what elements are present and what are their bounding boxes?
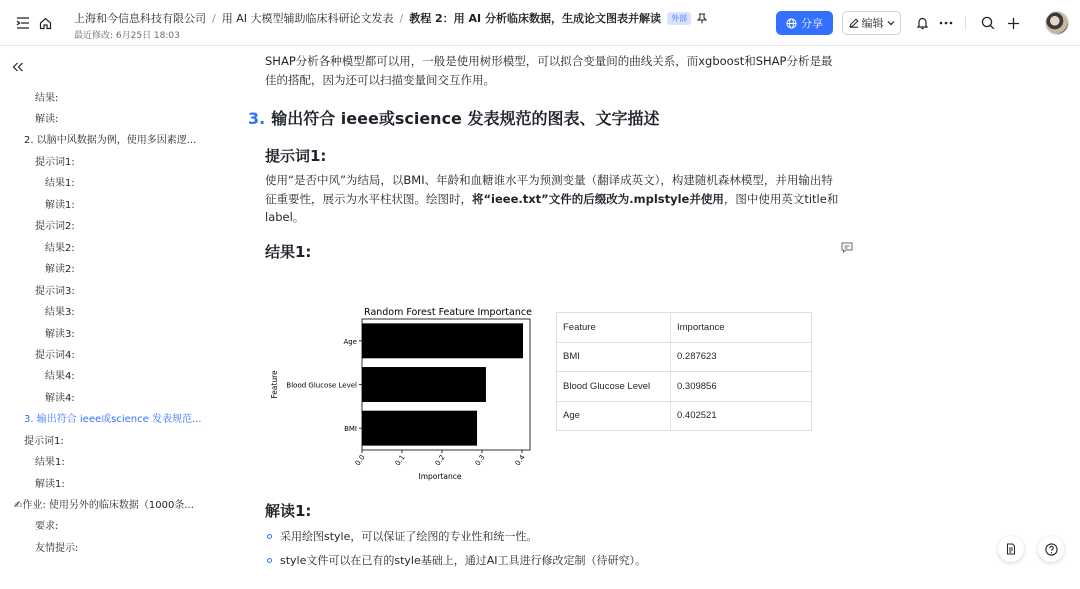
toc-item[interactable]: 友情提示: [35,543,79,554]
toc-item[interactable]: 结果4: [45,371,75,382]
table-cell: 0.309856 [671,372,812,402]
table-header-row [557,313,812,343]
toc-item[interactable]: 结果2: [45,243,75,254]
table-header-cell: Feature [557,313,671,343]
x-tick-label: 0.0 [353,453,367,468]
x-tick-label: 0.4 [513,453,527,468]
toc-item[interactable]: 提示词4: [35,350,75,361]
table-cell: BMI [557,342,671,372]
toc-item[interactable]: 提示词1: [35,157,75,168]
x-axis-label: Importance [418,472,462,481]
help-icon [1045,543,1058,556]
bullet-icon [267,558,272,563]
share-button[interactable] [776,11,833,35]
intro-text: SHAP分析各种模型都可以用，一般是使用树形模型，可以拟合变量间的曲线关系，而xgboost和SHAP分析是最 [265,54,833,68]
pin-icon[interactable] [697,13,707,24]
list-item [267,528,537,544]
pencil-icon [849,18,859,28]
table-cell: Blood Glucose Level [557,372,671,402]
bell-icon[interactable] [913,14,931,32]
list-item [267,552,646,568]
list-item-text: style文件可以在已有的style基础上，通过AI工具进行修改定制（待研究）。 [280,554,647,567]
bullet-icon [267,534,272,539]
intro-text: 佳的搭配，因为还可以扫描变量间交互作用。 [265,73,495,87]
table-cell: 0.402521 [671,401,812,431]
toc-item[interactable]: 要求: [35,521,59,532]
breadcrumb-item[interactable]: 上海和今信息科技有限公司 [74,12,206,25]
x-tick-label: 0.2 [433,453,447,468]
document-icon [1005,543,1017,555]
table-cell: 0.287623 [671,342,812,372]
add-icon[interactable] [1004,14,1022,32]
more-icon[interactable] [937,14,955,32]
chevron-down-icon [887,20,895,26]
toc-item[interactable]: 提示词2: [35,221,75,232]
prompt-text-bold: 将“ieee.txt”文件的后缀改为.mplstyle并使用 [472,192,724,206]
interpretation-heading: 解读1: [265,502,312,520]
edit-button[interactable] [842,11,901,35]
page-title: 教程 2：用 AI 分析临床数据，生成论文图表并解读 [409,12,661,25]
search-icon[interactable] [979,14,997,32]
section-title: 输出符合 ieee或science 发表规范的图表、文字描述 [271,109,660,128]
prompt-text: label。 [265,210,305,224]
toc-item[interactable]: 解读2: [45,264,75,275]
list-item-text: 采用绘图style，可以保证了绘图的专业性和统一性。 [280,530,538,543]
outline-toggle-button[interactable] [998,536,1024,562]
toc-item[interactable]: 提示词1: [24,436,64,447]
y-tick-label: Blood Glucose Level [286,381,357,390]
bar [362,323,523,358]
feature-importance-table [556,312,812,431]
x-tick-label: 0.1 [393,453,407,468]
toc-item[interactable]: 解读1: [45,200,75,211]
collapse-sidebar-icon[interactable] [12,61,26,75]
toc-item[interactable]: 提示词3: [35,286,75,297]
toc-item[interactable]: 解读: [35,114,59,125]
toc-item[interactable]: 解读1: [35,479,65,490]
toc-item[interactable]: 结果3: [45,307,75,318]
breadcrumb-item[interactable]: 用 AI 大模型辅助临床科研论文发表 [221,12,394,25]
toc-item[interactable]: ✍作业: 使用另外的临床数据（1000条... [14,500,194,511]
y-tick-label: Age [343,337,357,346]
toc-item[interactable]: 解读3: [45,329,75,340]
table-header-cell: Importance [671,313,812,343]
globe-icon [786,18,797,29]
table-cell: Age [557,401,671,431]
chart-title: Random Forest Feature Importance [364,307,532,318]
result-heading: 结果1: [265,243,312,261]
feature-importance-chart [268,302,538,482]
section-number: 3. [248,109,266,128]
comment-icon[interactable] [841,242,853,253]
prompt-heading: 提示词1: [265,147,327,165]
toc-item[interactable]: 结果: [35,93,59,104]
toc-item[interactable]: 结果1: [35,457,65,468]
external-badge: 外部 [667,12,691,25]
toc-item[interactable]: 结果1: [45,178,75,189]
help-button[interactable] [1038,536,1064,562]
bar [362,411,477,446]
toc-item[interactable]: 2. 以脑中风数据为例，使用多因素逻... [24,135,197,146]
avatar[interactable] [1045,11,1069,35]
y-axis-label: Feature [270,370,279,399]
prompt-text: 使用“是否中风”为结局，以BMI、年龄和血糖谁水平为预测变量（翻译成英文），构建随机森林模型，并用输出特 [265,173,833,187]
x-tick-label: 0.3 [473,453,487,468]
toc-item-active[interactable]: 3. 输出符合 ieee或science 发表规范... [24,414,202,425]
home-icon[interactable] [36,14,54,32]
toc-item[interactable]: 解读4: [45,393,75,404]
table-row [557,342,812,372]
bar [362,367,486,402]
prompt-text-part: 征重要性，展示为水平柱状图。绘图时， [265,192,472,206]
prompt-text [265,189,838,210]
share-label: 分享 [801,17,823,30]
top-bar [0,0,1080,46]
table-row [557,401,812,431]
breadcrumb: 上海和今信息科技有限公司 / 用 AI 大模型辅助临床科研论文发表 / 教程 2：用 AI 分析临床数据，生成论文图表并解读 外部 [74,10,707,26]
divider [965,16,966,30]
table-row [557,372,812,402]
toggle-sidebar-icon[interactable] [14,14,32,32]
edit-label: 编辑 [861,17,884,30]
last-modified: 最近修改: 6月25日 18:03 [74,31,180,41]
prompt-text-part: ，图中使用英文title和 [723,192,839,206]
y-tick-label: BMI [344,425,357,434]
section-heading [248,106,659,129]
